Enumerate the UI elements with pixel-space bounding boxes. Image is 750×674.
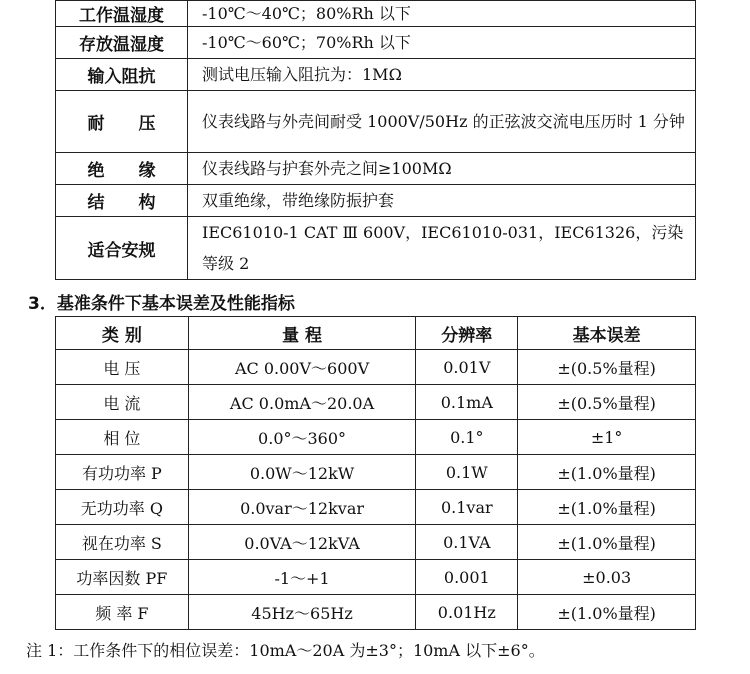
range-cell: 0.0VA～12kVA xyxy=(188,525,416,560)
section-heading: 3．基准条件下基本误差及性能指标 xyxy=(28,294,295,314)
table-row xyxy=(56,560,696,595)
spec-row xyxy=(56,91,696,153)
table-row xyxy=(56,350,696,385)
error-cell: ±(0.5%量程) xyxy=(518,385,696,420)
error-cell: ±(1.0%量程) xyxy=(518,490,696,525)
column-header: 量 程 xyxy=(188,317,416,350)
error-cell: ±0.03 xyxy=(518,560,696,595)
resolution-cell: 0.1° xyxy=(416,420,518,455)
performance-table xyxy=(55,316,696,630)
column-header: 类 别 xyxy=(56,317,189,350)
range-cell: AC 0.0mA～20.0A xyxy=(188,385,416,420)
resolution-cell: 0.1mA xyxy=(416,385,518,420)
resolution-cell: 0.001 xyxy=(416,560,518,595)
range-cell: 0.0W～12kW xyxy=(188,455,416,490)
table-row xyxy=(56,420,696,455)
table-row xyxy=(56,595,696,630)
spec-key: 工作温湿度 xyxy=(56,1,188,27)
spec-value: 仪表线路与外壳间耐受 1000V/50Hz 的正弦波交流电压历时 1 分钟 xyxy=(188,91,696,153)
resolution-cell: 0.01Hz xyxy=(416,595,518,630)
table-row xyxy=(56,490,696,525)
resolution-cell: 0.1var xyxy=(416,490,518,525)
table-row xyxy=(56,385,696,420)
spec-key: 输入阻抗 xyxy=(56,59,188,91)
category-cell: 频 率 F xyxy=(56,595,189,630)
spec-row xyxy=(56,185,696,217)
resolution-cell: 0.01V xyxy=(416,350,518,385)
range-cell: 0.0var～12kvar xyxy=(188,490,416,525)
spec-value: -10℃～40℃；80%Rh 以下 xyxy=(188,1,696,27)
spec-row xyxy=(56,1,696,27)
range-cell: -1～+1 xyxy=(188,560,416,595)
column-header: 基本误差 xyxy=(518,317,696,350)
spec-row xyxy=(56,217,696,280)
spec-row xyxy=(56,27,696,59)
footnote: 注 1：工作条件下的相位误差：10mA～20A 为±3°；10mA 以下±6°。 xyxy=(26,641,545,660)
spec-value: 仪表线路与护套外壳之间≥100MΩ xyxy=(188,153,696,185)
spec-value: 双重绝缘，带绝缘防振护套 xyxy=(188,185,696,217)
column-header: 分辨率 xyxy=(416,317,518,350)
table-header-row xyxy=(56,317,696,350)
spec-key: 绝 缘 xyxy=(56,153,188,185)
category-cell: 有功功率 P xyxy=(56,455,189,490)
category-cell: 视在功率 S xyxy=(56,525,189,560)
spec-value: IEC61010-1 CAT Ⅲ 600V，IEC61010-031，IEC61326，污染等级 2 xyxy=(188,217,696,280)
spec-row xyxy=(56,59,696,91)
spec-value: -10℃～60℃；70%Rh 以下 xyxy=(188,27,696,59)
category-cell: 无功功率 Q xyxy=(56,490,189,525)
range-cell: 0.0°～360° xyxy=(188,420,416,455)
resolution-cell: 0.1W xyxy=(416,455,518,490)
range-cell: AC 0.00V～600V xyxy=(188,350,416,385)
resolution-cell: 0.1VA xyxy=(416,525,518,560)
spec-table xyxy=(55,0,696,280)
category-cell: 功率因数 PF xyxy=(56,560,189,595)
spec-key: 存放温湿度 xyxy=(56,27,188,59)
error-cell: ±(0.5%量程) xyxy=(518,350,696,385)
spec-row xyxy=(56,153,696,185)
table-row xyxy=(56,455,696,490)
category-cell: 相 位 xyxy=(56,420,189,455)
spec-key: 适合安规 xyxy=(56,217,188,280)
spec-value: 测试电压输入阻抗为：1MΩ xyxy=(188,59,696,91)
error-cell: ±(1.0%量程) xyxy=(518,595,696,630)
spec-key: 结 构 xyxy=(56,185,188,217)
category-cell: 电 流 xyxy=(56,385,189,420)
error-cell: ±(1.0%量程) xyxy=(518,455,696,490)
spec-key: 耐 压 xyxy=(56,91,188,153)
table-row xyxy=(56,525,696,560)
error-cell: ±1° xyxy=(518,420,696,455)
error-cell: ±(1.0%量程) xyxy=(518,525,696,560)
category-cell: 电 压 xyxy=(56,350,189,385)
range-cell: 45Hz～65Hz xyxy=(188,595,416,630)
